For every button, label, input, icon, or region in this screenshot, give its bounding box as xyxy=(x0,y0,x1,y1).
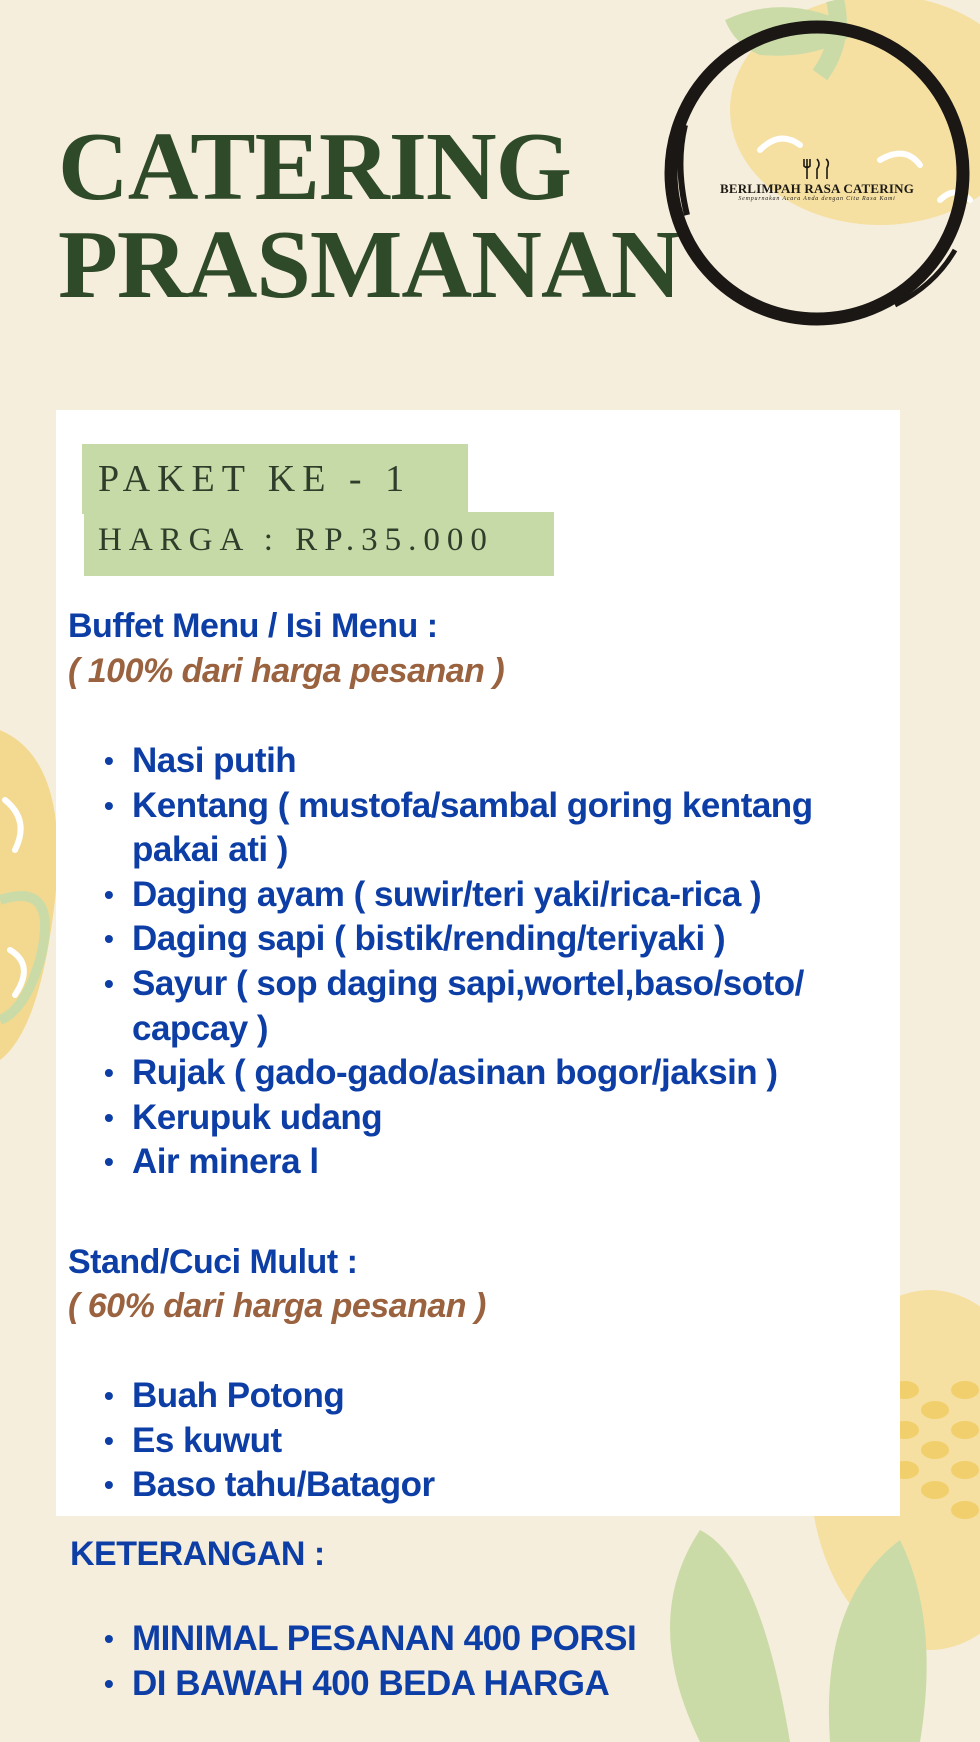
list-item: • Sayur ( sop daging sapi,wortel,baso/soto/ capcay ) xyxy=(102,962,842,1051)
package-price: HARGA : RP.35.000 xyxy=(84,512,554,576)
list-item: • Es kuwut xyxy=(102,1419,842,1464)
logo-tagline: Sempurnakan Acara Anda dengan Cita Rasa Kami xyxy=(738,196,896,202)
list-item: • Kerupuk udang xyxy=(102,1096,842,1141)
list-item: • Daging sapi ( bistik/rending/teriyaki ) xyxy=(102,917,842,962)
logo-brand-name: BERLIMPAH RASA CATERING xyxy=(719,181,915,196)
buffet-note: ( 100% dari harga pesanan ) xyxy=(68,652,505,690)
list-item: • Buah Potong xyxy=(102,1374,842,1419)
title-line-1: CATERING xyxy=(58,113,571,221)
stand-menu-list xyxy=(102,1374,842,1508)
page-title xyxy=(58,113,681,319)
notes-list xyxy=(102,1617,842,1706)
buffet-heading: Buffet Menu / Isi Menu : xyxy=(68,607,438,645)
list-item: • DI BAWAH 400 BEDA HARGA xyxy=(102,1662,842,1707)
package-label: PAKET KE - 1 xyxy=(82,444,468,514)
list-item: • Kentang ( mustofa/sambal goring kentang pakai ati ) xyxy=(102,784,842,873)
list-item: • Baso tahu/Batagor xyxy=(102,1463,842,1508)
list-item: • Daging ayam ( suwir/teri yaki/rica-rica ) xyxy=(102,873,842,918)
stand-note: ( 60% dari harga pesanan ) xyxy=(68,1287,486,1325)
list-item: • MINIMAL PESANAN 400 PORSI xyxy=(102,1617,842,1662)
list-item: • Nasi putih xyxy=(102,739,842,784)
notes-heading: KETERANGAN : xyxy=(70,1535,325,1573)
list-item: • Air minera l xyxy=(102,1140,842,1185)
buffet-menu-list xyxy=(102,739,842,1185)
stand-heading: Stand/Cuci Mulut : xyxy=(68,1243,358,1281)
cutlery-icon xyxy=(802,158,832,180)
title-line-2: PRASMANAN xyxy=(58,211,681,319)
list-item: • Rujak ( gado-gado/asinan bogor/jaksin ) xyxy=(102,1051,842,1096)
